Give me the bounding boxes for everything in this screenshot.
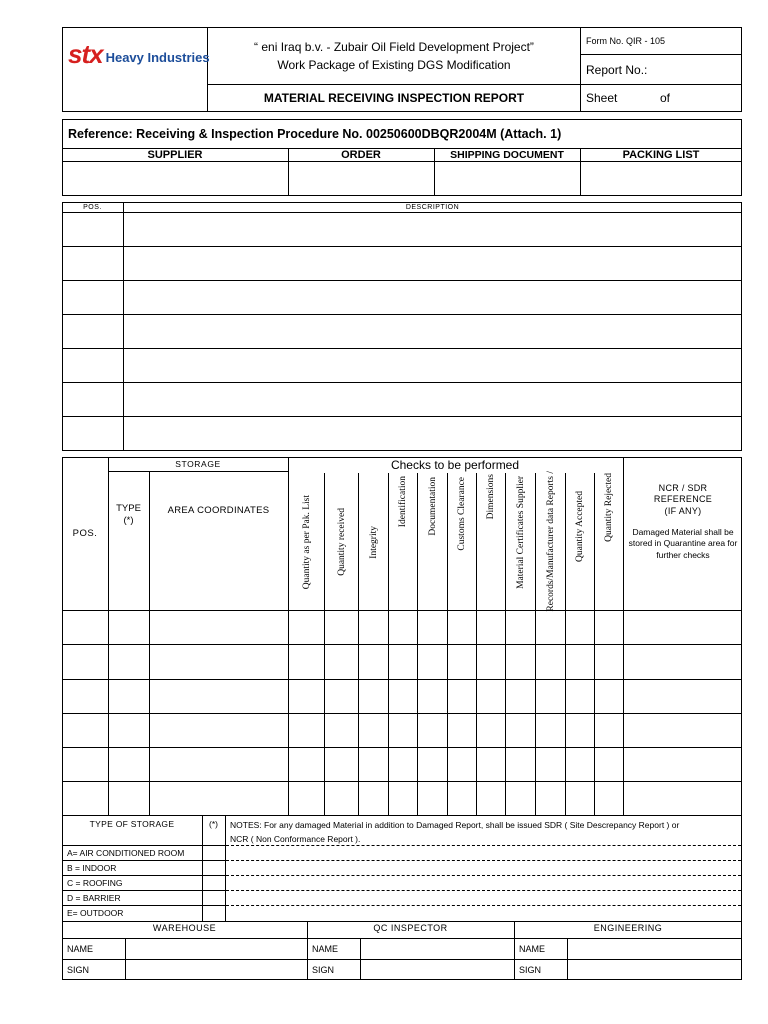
warehouse-header: WAREHOUSE: [152, 922, 217, 933]
engineering-sign-field[interactable]: [568, 960, 741, 979]
form-number: Form No. QIR - 105: [586, 36, 666, 46]
order-header: ORDER: [341, 148, 381, 161]
qc-sign-field[interactable]: [361, 960, 513, 979]
storage-type-c: C = ROOFING: [67, 878, 123, 888]
company-logo: [68, 36, 210, 72]
type-mark: (*): [123, 515, 134, 526]
checks-row[interactable]: [63, 680, 741, 713]
damaged-material-note: Damaged Material shall be stored in Quarantine area for further checks: [628, 526, 738, 560]
check-column-quantity-rejected: Quantity Rejected: [604, 472, 614, 542]
checks-to-perform-header: Checks to be performed: [390, 458, 520, 472]
checks-row[interactable]: [63, 782, 741, 815]
qc-inspector-header: QC INSPECTOR: [373, 922, 448, 933]
shipping-document-header: SHIPPING DOCUMENT: [450, 148, 564, 161]
ncr-sdr-reference-header: NCR / SDR REFERENCE (IF ANY): [653, 482, 713, 516]
check-column-records-manufacturer: Records/Manufacturer data Reports /: [545, 470, 556, 612]
engineering-sign-label: SIGN: [519, 965, 542, 975]
description-row[interactable]: [63, 315, 741, 348]
description-pos-header: POS.: [83, 203, 102, 211]
type-header: [108, 500, 149, 530]
check-column-integrity: Integrity: [368, 525, 379, 559]
check-column-customs-clearance: Customs Clearance: [457, 477, 467, 551]
warehouse-sign-field[interactable]: [126, 960, 306, 979]
storage-header: STORAGE: [175, 459, 221, 469]
logo-mark: stx: [68, 38, 103, 69]
of-label: of: [660, 91, 671, 105]
check-column-documentation: Documentation: [427, 476, 438, 536]
shipping-document-field[interactable]: [435, 162, 579, 195]
warehouse-name-field[interactable]: [126, 939, 306, 959]
check-column-quantity-pak-list: Quantity as per Pak. List: [301, 494, 312, 590]
checks-row[interactable]: [63, 611, 741, 644]
qc-name-label: NAME: [312, 944, 339, 954]
packing-list-field[interactable]: [581, 162, 741, 195]
packing-list-header: PACKING LIST: [622, 148, 700, 161]
engineering-header: ENGINEERING: [593, 922, 663, 933]
storage-type-title: TYPE OF STORAGE: [89, 818, 175, 829]
storage-type-e: E= OUTDOOR: [67, 908, 124, 918]
supplier-header: SUPPLIER: [147, 148, 203, 161]
logo-text: Heavy Industries: [105, 49, 210, 65]
description-row[interactable]: [63, 247, 741, 280]
check-column-material-certificates: Material Certificates Supplier: [515, 475, 526, 589]
warehouse-sign-label: SIGN: [67, 965, 90, 975]
description-row[interactable]: [63, 281, 741, 314]
report-title: MATERIAL RECEIVING INSPECTION REPORT: [263, 91, 525, 105]
engineering-name-field[interactable]: [568, 939, 741, 959]
notes-text: [230, 818, 738, 846]
notes-line-1: NOTES: For any damaged Material in addition to Damaged Report, shall be issued SDR ( Site Descrepancy Report ) or: [230, 820, 680, 830]
check-column-quantity-received: Quantity received: [336, 508, 347, 576]
description-row[interactable]: [63, 383, 741, 416]
type-label: TYPE: [116, 503, 141, 514]
warehouse-name-label: NAME: [67, 944, 94, 954]
project-line-1: “ eni Iraq b.v. - Zubair Oil Field Development Project”: [254, 40, 534, 54]
sheet-label: Sheet: [586, 91, 618, 105]
checks-row[interactable]: [63, 748, 741, 781]
check-column-dimensions: Dimensions: [486, 474, 496, 520]
check-column-quantity-accepted: Quantity Accepted: [575, 490, 585, 562]
qc-name-field[interactable]: [361, 939, 513, 959]
reference-text: Reference: Receiving & Inspection Procedure No. 00250600DBQR2004M (Attach. 1): [68, 127, 562, 141]
order-field[interactable]: [289, 162, 433, 195]
description-header: DESCRIPTION: [405, 203, 460, 211]
checks-row[interactable]: [63, 714, 741, 747]
supplier-field[interactable]: [63, 162, 287, 195]
project-line-2: Work Package of Existing DGS Modification: [277, 58, 511, 72]
storage-type-a: A= AIR CONDITIONED ROOM: [67, 848, 185, 858]
storage-type-d: D = BARRIER: [67, 893, 121, 903]
notes-line-2: NCR ( Non Conformance Report ).: [230, 834, 361, 844]
project-title: [208, 38, 580, 74]
description-row[interactable]: [63, 349, 741, 382]
report-no-label: Report No.:: [586, 62, 648, 77]
description-row[interactable]: [63, 213, 741, 246]
qc-sign-label: SIGN: [312, 965, 335, 975]
checks-row[interactable]: [63, 645, 741, 679]
checks-pos-header: POS.: [72, 528, 98, 539]
engineering-name-label: NAME: [519, 944, 546, 954]
area-coordinates-header: AREA COORDINATES: [167, 504, 270, 516]
storage-type-mark: (*): [209, 818, 218, 829]
check-column-identification: Identification: [398, 476, 408, 528]
storage-type-b: B = INDOOR: [67, 863, 117, 873]
description-row[interactable]: [63, 417, 741, 450]
